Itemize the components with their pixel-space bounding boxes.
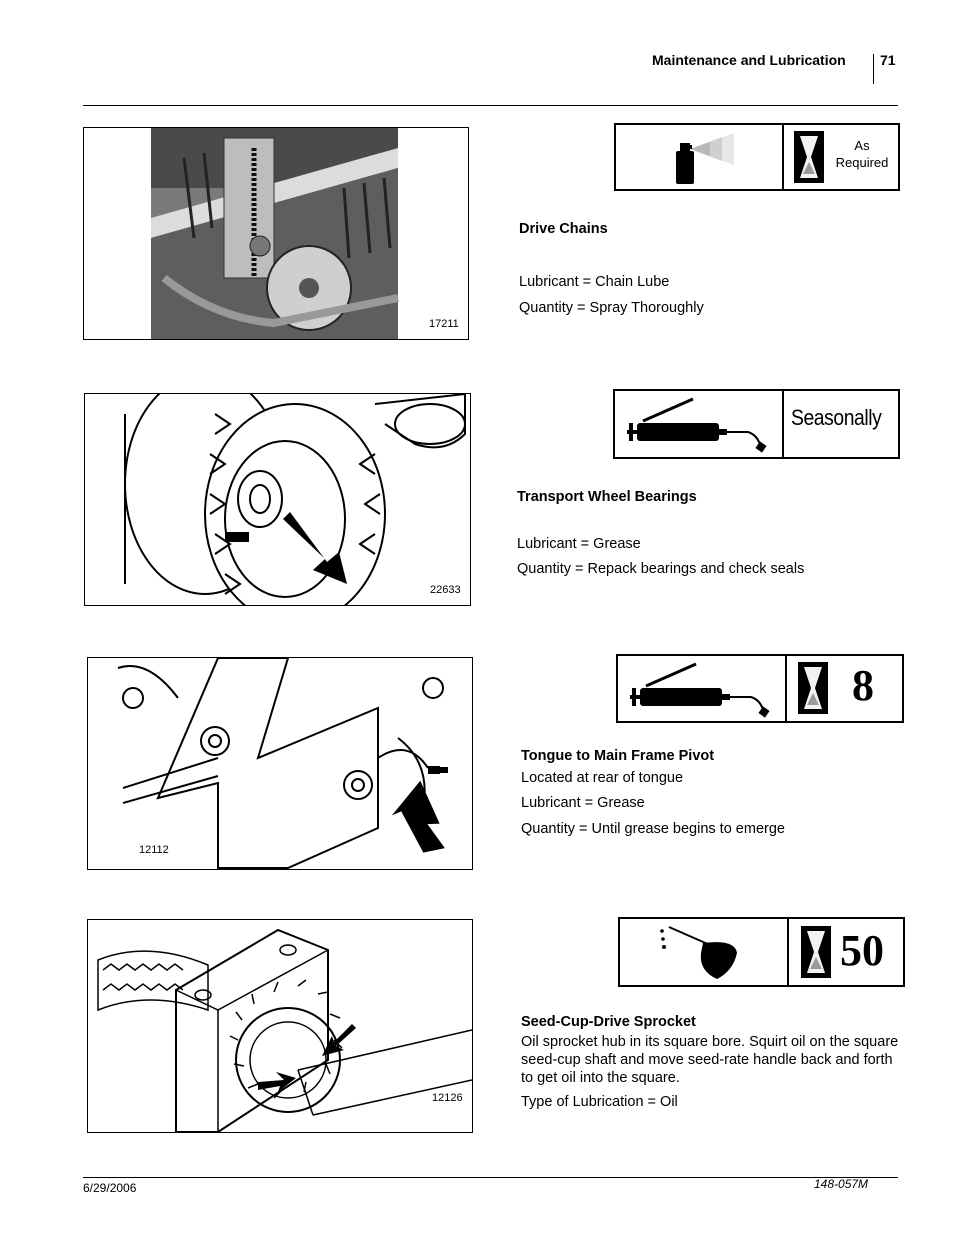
page-number: 71 <box>880 52 896 68</box>
location-line: Located at rear of tongue <box>521 770 684 786</box>
figure-seed-cup-sprocket <box>87 919 473 1133</box>
quantity-line: Quantity = Repack bearings and check seals <box>517 561 805 577</box>
schedule-box-transport-wheel <box>613 389 900 459</box>
schedule-box-drive-chains <box>614 123 900 191</box>
section-title-transport-wheel: Transport Wheel Bearings <box>517 489 697 505</box>
oil-can-icon <box>655 921 755 981</box>
footer-rule <box>83 1177 898 1178</box>
section-title: Maintenance and Lubrication <box>652 52 846 68</box>
schedule-box-seed-cup <box>618 917 905 987</box>
section-title-drive-chains: Drive Chains <box>519 221 608 237</box>
schedule-box-tongue-pivot <box>616 654 904 723</box>
interval-label: As Required <box>835 138 889 170</box>
section-title-tongue-pivot: Tongue to Main Frame Pivot <box>521 748 715 764</box>
footer-date: 6/29/2006 <box>83 1181 137 1195</box>
figure-id: 12126 <box>432 1092 463 1104</box>
instruction-paragraph: Oil sprocket hub in its square bore. Squirt oil on the square seed-cup shaft and move seed-rate handle back and forth to get oil into the square. <box>521 1034 899 1086</box>
seed-cup-sprocket-illustration <box>88 920 472 1132</box>
tongue-pivot-illustration <box>88 658 472 869</box>
drive-chains-photo <box>84 128 468 339</box>
footer-part-number: 148-057M <box>814 1177 869 1191</box>
header-rule <box>83 105 898 106</box>
lubricant-line: Lubricant = Chain Lube <box>519 274 670 290</box>
interval-hours: 8 <box>852 661 874 710</box>
grease-fitting <box>428 766 448 774</box>
hourglass-icon <box>801 926 831 978</box>
lubricant-line: Type of Lubrication = Oil <box>521 1094 678 1110</box>
figure-id: 17211 <box>429 318 459 330</box>
lubricant-line: Lubricant = Grease <box>521 795 645 811</box>
figure-transport-wheel <box>84 393 471 606</box>
interval-hours: 50 <box>840 926 884 975</box>
hourglass-icon <box>794 131 824 183</box>
figure-tongue-pivot <box>87 657 473 870</box>
lubricant-line: Lubricant = Grease <box>517 536 641 552</box>
quantity-line: Quantity = Spray Thoroughly <box>519 300 704 316</box>
figure-id: 22633 <box>430 584 461 596</box>
arrow-indicator <box>386 779 445 858</box>
spray-can-icon <box>666 125 746 189</box>
figure-drive-chains <box>83 127 469 340</box>
section-title-seed-cup: Seed-Cup-Drive Sprocket <box>521 1014 696 1030</box>
grease-gun-icon <box>626 658 776 718</box>
header-divider <box>873 54 874 84</box>
grease-gun-icon <box>623 393 773 453</box>
hourglass-icon <box>798 662 828 714</box>
figure-id: 12112 <box>139 844 169 856</box>
interval-label: Seasonally <box>791 405 882 430</box>
quantity-line: Quantity = Until grease begins to emerge <box>521 821 785 837</box>
transport-wheel-illustration <box>85 394 470 605</box>
